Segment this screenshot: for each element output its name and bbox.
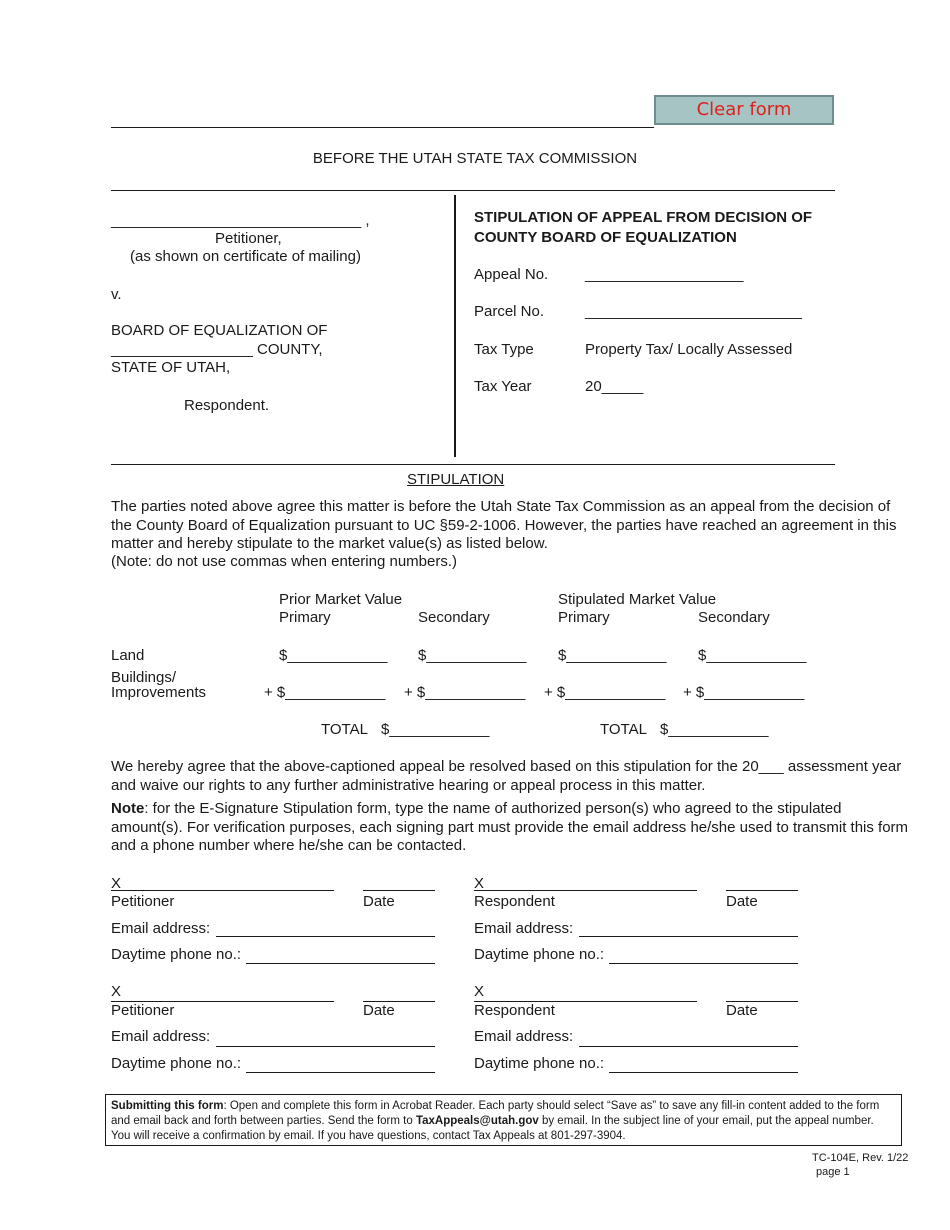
land-prior-primary-field[interactable]: $____________ [279,647,388,664]
appeal-no-field[interactable]: ___________________ [585,266,744,283]
board-line-1: BOARD OF EQUALIZATION OF [111,322,328,339]
buildings-stipulated-primary-field[interactable]: + $____________ [544,684,666,701]
petitioner-name-field[interactable]: ______________________________ , [111,212,370,229]
submission-label: Submitting this form [111,1100,224,1112]
respondent-1-email-label: Email address: [474,920,574,937]
caption-bottom-rule [111,464,835,465]
top-rule [111,127,654,128]
form-title-line-2: COUNTY BOARD OF EQUALIZATION [474,229,737,246]
board-line-3: STATE OF UTAH, [111,359,231,376]
prior-total-label: TOTAL [321,721,368,738]
respondent-2-label: Respondent [474,1002,555,1019]
prior-secondary-header: Secondary [418,609,490,626]
petitioner-1-label: Petitioner [111,893,175,910]
county-field[interactable]: _________________ COUNTY, [111,341,323,358]
submission-text-2: by email. In the subject line of your email, put the appeal number. You will receive a confirmation by email. If you have questions, contact Tax Appeals at 801-297-3904. [111,1115,874,1142]
respondent-1-label: Respondent [474,893,555,910]
buildings-prior-primary-field[interactable]: + $____________ [264,684,386,701]
submission-text-1: : Open and complete this form in Acrobat Reader. Each party should select “Save as” to save any fill-in content added to the form and email back and forth between parties. Send the form to [111,1100,880,1127]
petitioner-1-signature-field[interactable] [111,890,334,891]
petitioner-2-x: X [111,983,122,1000]
caption-divider [454,195,456,457]
stipulation-paragraph: The parties noted above agree this matter is before the Utah State Tax Commission as an appeal from the decision of the County Board of Equalization pursuant to UC §59-2-1006. However, the parties have reached an agreement in this matter and hereby stipulate to the market value(s) as listed below. [111,498,897,552]
respondent-2-x: X [474,983,485,1000]
petitioner-1-date-field[interactable] [363,890,435,891]
petitioner-2-phone-field[interactable] [246,1072,435,1073]
respondent-1-x: X [474,875,485,892]
petitioner-2-email-field[interactable] [216,1046,435,1047]
tax-type-value: Property Tax/ Locally Assessed [585,341,793,358]
note-text: : for the E-Signature Stipulation form, type the name of authorized person(s) who agreed to the stipulated amount(s). For verification purposes, each signing part must provide the email address he/she used to transmit this form and a phone number where he/she can be contacted. [111,800,909,854]
tax-type-label: Tax Type [474,341,534,358]
prior-value-header: Prior Market Value [279,591,403,608]
petitioner-1-email-field[interactable] [216,936,435,937]
land-prior-secondary-field[interactable]: $____________ [418,647,527,664]
respondent-1-date-label: Date [726,893,758,910]
stipulated-primary-header: Primary [558,609,610,626]
tax-appeals-email-link[interactable]: TaxAppeals@utah.gov [415,1115,539,1127]
note-label: Note [111,800,145,817]
petitioner-2-phone-label: Daytime phone no.: [111,1055,242,1072]
land-stipulated-secondary-field[interactable]: $____________ [698,647,807,664]
tax-year-field[interactable]: 20_____ [585,378,644,395]
respondent-2-phone-label: Daytime phone no.: [474,1055,605,1072]
petitioner-2-date-label: Date [363,1002,395,1019]
respondent-2-email-label: Email address: [474,1028,574,1045]
respondent-2-phone-field[interactable] [609,1072,798,1073]
stipulated-secondary-header: Secondary [698,609,770,626]
petitioner-2-label: Petitioner [111,1002,175,1019]
stipulated-total-field[interactable]: $____________ [660,721,769,738]
stipulated-total-label: TOTAL [600,721,647,738]
header-rule [111,190,835,191]
stipulation-heading: STIPULATION [407,471,505,488]
parcel-no-field[interactable]: __________________________ [585,303,802,320]
page-number: page 1 [816,1166,850,1178]
buildings-prior-secondary-field[interactable]: + $____________ [404,684,526,701]
respondent-1-date-field[interactable] [726,890,798,891]
respondent-2-email-field[interactable] [579,1046,798,1047]
page-title: BEFORE THE UTAH STATE TAX COMMISSION [312,150,638,167]
land-stipulated-primary-field[interactable]: $____________ [558,647,667,664]
commas-note: (Note: do not use commas when entering numbers.) [111,553,458,570]
parcel-no-label: Parcel No. [474,303,545,320]
petitioner-1-phone-label: Daytime phone no.: [111,946,242,963]
petitioner-1-date-label: Date [363,893,395,910]
versus-label: v. [111,286,122,303]
respondent-1-phone-field[interactable] [609,963,798,964]
buildings-label-2: Improvements [111,684,207,701]
appeal-no-label: Appeal No. [474,266,549,283]
petitioner-1-x: X [111,875,122,892]
buildings-stipulated-secondary-field[interactable]: + $____________ [683,684,805,701]
petitioner-1-phone-field[interactable] [246,963,435,964]
respondent-1-email-field[interactable] [579,936,798,937]
petitioner-1-email-label: Email address: [111,920,211,937]
prior-primary-header: Primary [279,609,331,626]
petitioner-2-email-label: Email address: [111,1028,211,1045]
petitioner-note: (as shown on certificate of mailing) [130,248,361,265]
respondent-1-signature-field[interactable] [474,890,697,891]
tax-year-label: Tax Year [474,378,532,395]
petitioner-label: Petitioner, [215,230,282,247]
submission-notice [105,1094,902,1146]
esignature-note [111,800,911,856]
agreement-paragraph: We hereby agree that the above-captioned appeal be resolved based on this stipulation for the 20___ assessment year and waive our rights to any further administrative hearing or appeal process in this matter. [111,758,902,794]
respondent-2-date-label: Date [726,1002,758,1019]
respondent-1-phone-label: Daytime phone no.: [474,946,605,963]
buildings-label-1: Buildings/ [111,669,177,686]
stipulated-value-header: Stipulated Market Value [558,591,717,608]
respondent-label: Respondent. [184,397,270,414]
prior-total-field[interactable]: $____________ [381,721,490,738]
clear-form-button[interactable]: Clear form [654,95,834,125]
form-id: TC-104E, Rev. 1/22 [812,1152,909,1164]
land-label: Land [111,647,145,664]
form-title-line-1: STIPULATION OF APPEAL FROM DECISION OF [474,209,813,226]
